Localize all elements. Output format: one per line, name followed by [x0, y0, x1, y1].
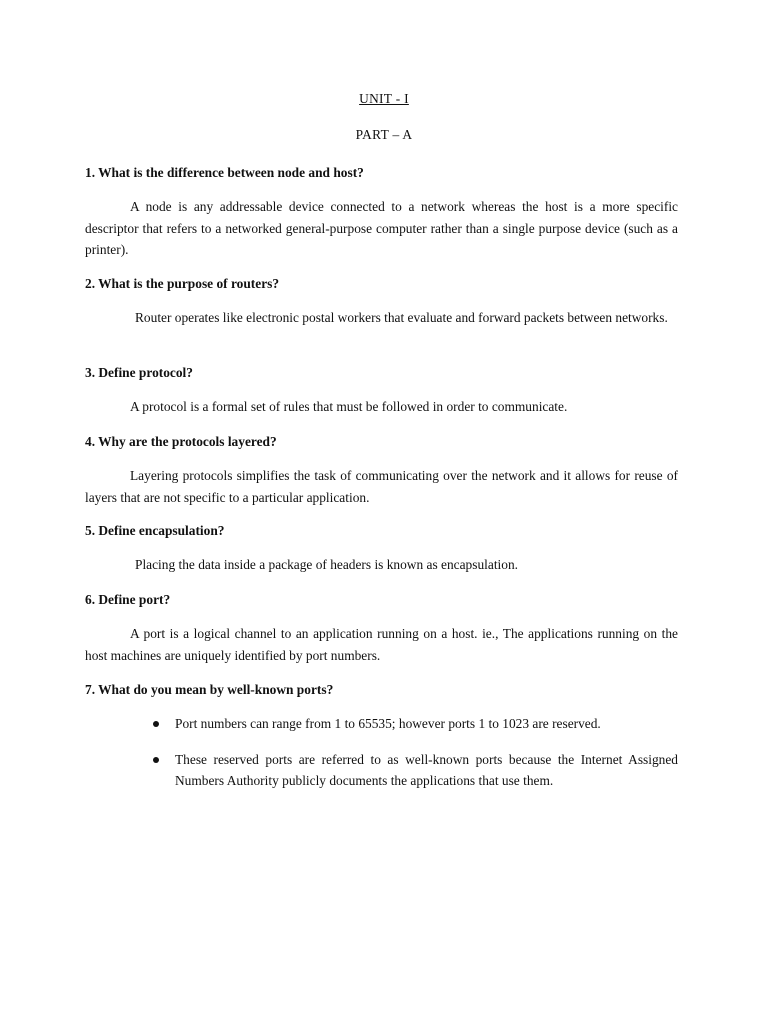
- bullet-text: Port numbers can range from 1 to 65535; however ports 1 to 1023 are reserved.: [175, 716, 601, 731]
- unit-heading: UNIT - I: [359, 91, 409, 106]
- question-7: 7. What do you mean by well-known ports?: [85, 682, 334, 697]
- answer-7-bullet-list: [150, 713, 678, 806]
- bullet-icon: [153, 757, 159, 763]
- answer-5: Placing the data inside a package of headers is known as encapsulation.: [135, 557, 518, 572]
- question-5: 5. Define encapsulation?: [85, 523, 225, 538]
- list-item: [150, 749, 678, 792]
- question-4: 4. Why are the protocols layered?: [85, 434, 277, 449]
- list-item: [150, 713, 678, 735]
- bullet-text: These reserved ports are referred to as well-known ports because the Internet Assigned Numbers Authority publicly documents the applications that use them.: [175, 751, 678, 788]
- part-heading: PART – A: [355, 127, 413, 142]
- answer-4: Layering protocols simplifies the task of communicating over the network and it allows for reuse of layers that are not specific to a particular application.: [85, 468, 678, 505]
- question-1: 1. What is the difference between node and host?: [85, 165, 364, 180]
- bullet-icon: [153, 721, 159, 727]
- question-2: 2. What is the purpose of routers?: [85, 276, 280, 291]
- answer-1: A node is any addressable device connected to a network whereas the host is a more specific descriptor that refers to a networked general-purpose computer rather than a single purpose device (such as a printer).: [85, 199, 678, 257]
- answer-3: A protocol is a formal set of rules that must be followed in order to communicate.: [130, 399, 568, 414]
- question-6: 6. Define port?: [85, 592, 171, 607]
- question-3: 3. Define protocol?: [85, 365, 193, 380]
- answer-6: A port is a logical channel to an application running on a host. ie., The applications running on the host machines are uniquely identified by port numbers.: [85, 626, 678, 663]
- answer-2: Router operates like electronic postal workers that evaluate and forward packets between networks.: [135, 310, 668, 325]
